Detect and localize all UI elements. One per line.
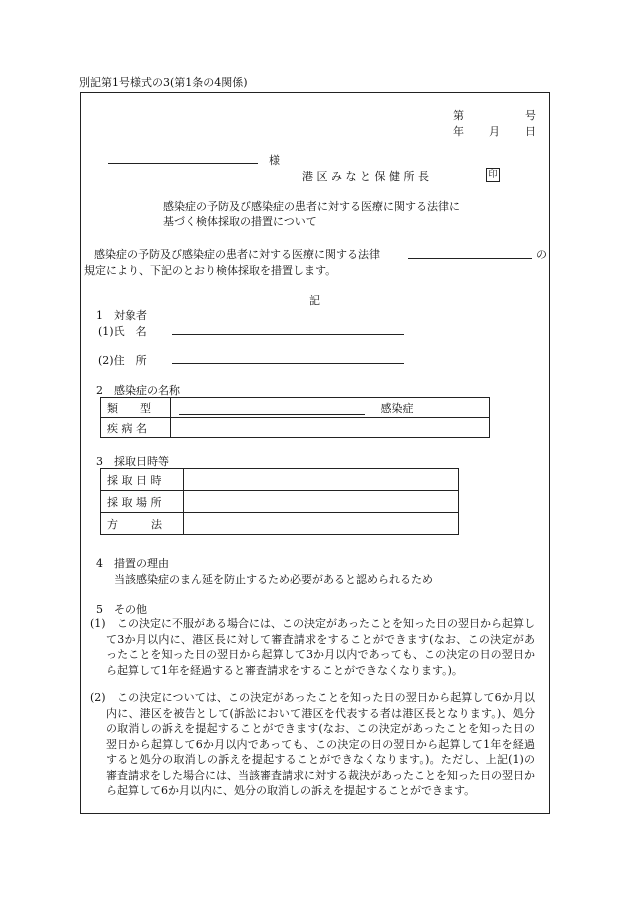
s3-row: [101, 513, 459, 535]
s2-suffix: 感染症: [380, 401, 414, 415]
date-tsuki: 月: [489, 125, 500, 138]
date-hi: 日: [525, 125, 536, 138]
s3-row-cell: [184, 513, 459, 535]
s5-p1-text: この決定に不服がある場合には、この決定があったことを知った日の翌日から起算して3か月以内に、港区長に対して審査請求をすることができます(なお、この決定があったことを知った日の翌日から起算して3か月以内であっても、この決定の日の翌日から起算して1年を経過すると審査請求をすることができなくなります。)。: [106, 617, 535, 677]
s3-row-label: 採 取 場 所: [101, 491, 184, 513]
s5-p2-text: この決定については、この決定があったことを知った日の翌日から起算して6か月以内に、港区を被告として(訴訟において港区を代表する者は港区長となります。)、処分の取消しの訴えを提起することができます(なお、この決定があったことを知った日の翌日から起算して6か月以内であっても、この決定の日の翌日から起算して1年を経過すると処分の取消しの訴えを提起することができなくなります。)。ただし、上記(1)の審査請求をした場合には、当該審査請求に対する裁決があったことを知った日の翌日から起算して6か月以内に、処分の取消しの訴えを提起することができます。: [106, 691, 535, 797]
intro-line1: 感染症の予防及び感染症の患者に対する医療に関する法律: [94, 248, 380, 261]
addressee-line: [108, 163, 258, 164]
s4-text: 当該感染症のまん延を防止するため必要があると認められるため: [114, 573, 433, 586]
issuer-name: 港 区 み な と 保 健 所 長: [302, 170, 429, 183]
s5-heading: 5 その他: [96, 603, 147, 616]
form-header: 別記第1号様式の3(第1条の4関係): [79, 76, 248, 89]
s2-disease-cell: [171, 418, 490, 438]
addressee-sama: 様: [269, 154, 280, 167]
s1-address-line: [172, 363, 404, 364]
title-line1: 感染症の予防及び感染症の患者に対する医療に関する法律に: [163, 200, 460, 213]
s3-table: [100, 468, 459, 535]
number-dai: 第: [453, 109, 464, 122]
s5-p2-label: (2): [90, 691, 106, 704]
s3-row-label: 採 取 日 時: [101, 469, 184, 491]
s1-name-line: [172, 334, 404, 335]
s2-type-row: [101, 398, 490, 418]
s5-paragraph-1: [90, 616, 535, 678]
s2-heading: 2 感染症の名称: [96, 384, 180, 397]
intro-no: の: [536, 248, 547, 261]
date-nen: 年: [453, 125, 464, 138]
seal-mark: 印: [486, 168, 500, 182]
s2-disease-row: [101, 418, 490, 438]
s3-row-cell: [184, 469, 459, 491]
s3-row-label: 方 法: [101, 513, 184, 535]
s2-type-line: [179, 403, 365, 415]
s4-heading: 4 措置の理由: [96, 557, 169, 570]
s2-type-cell: [171, 398, 490, 418]
title-line2: 基づく検体採取の措置について: [163, 215, 317, 228]
s3-heading: 3 採取日時等: [96, 455, 169, 468]
s5-paragraph-2: [90, 690, 535, 799]
ki-label: 記: [309, 294, 320, 307]
s2-type-label: 類 型: [101, 398, 171, 418]
number-go: 号: [525, 109, 536, 122]
s3-row-cell: [184, 491, 459, 513]
s2-table: [100, 397, 490, 438]
s1-name-label: (1)氏 名: [98, 325, 147, 338]
s1-address-label: (2)住 所: [98, 354, 147, 367]
s2-disease-label: 疾 病 名: [101, 418, 171, 438]
s1-heading: 1 対象者: [96, 309, 147, 322]
intro-line2: 規定により、下記のとおり検体採取を措置します。: [84, 264, 337, 277]
s5-p1-label: (1): [90, 617, 106, 630]
s3-row: [101, 469, 459, 491]
law-article-line: [408, 258, 532, 259]
s3-row: [101, 491, 459, 513]
